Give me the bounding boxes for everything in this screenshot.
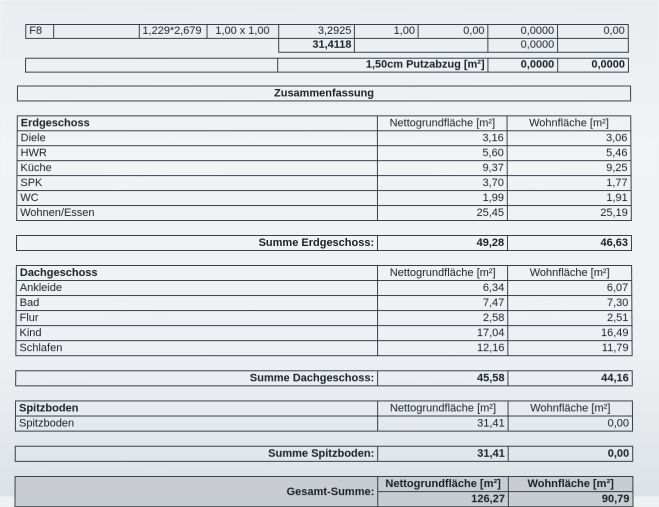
grand-total-ngf: 126,27 [378, 492, 509, 507]
summary-table [14, 86, 633, 507]
summary-title-row [17, 86, 630, 101]
section-header: Erdgeschoss Nettogrundfläche [m²] Wohnfläche [m²] [17, 116, 631, 131]
table-row: 31,4118 0,0000 [26, 38, 629, 52]
section-sum-row: Summe Dachgeschoss: 45,58 44,16 [16, 371, 633, 386]
calculation-table [25, 24, 629, 53]
table-row: Spitzboden 31,41 0,00 [15, 416, 632, 431]
table-row: Schlafen 12,16 11,79 [16, 341, 632, 356]
summary-title: Zusammenfassung [17, 86, 630, 101]
section-sum-row: Summe Erdgeschoss: 49,28 46,63 [16, 236, 631, 251]
table-row: Diele 3,16 3,06 [17, 131, 631, 146]
table-row: HWR 5,60 5,46 [17, 146, 631, 161]
table-row: Ankleide 6,34 6,07 [16, 281, 632, 296]
plaster-deduction-table [25, 58, 629, 73]
table-row: Kind 17,04 16,49 [16, 326, 632, 341]
table-row: SPK 3,70 1,77 [17, 176, 631, 191]
area-total: 31,4118 [278, 38, 355, 52]
table-row: 1,50cm Putzabzug [m²] 0,0000 0,0000 [26, 58, 629, 72]
section-sum-row: Summe Spitzboden: 31,41 0,00 [15, 446, 633, 461]
table-row: WC 1,99 1,91 [17, 191, 631, 206]
document-page [0, 1, 659, 506]
section-header: Dachgeschoss Nettogrundfläche [m²] Wohnfläche [m²] [16, 266, 631, 281]
grand-total-header: Gesamt-Summe: Nettogrundfläche [m²] Wohnfläche [m²] [15, 476, 633, 491]
section-title: Erdgeschoss [17, 116, 377, 131]
table-row: Bad 7,47 7,30 [16, 296, 632, 311]
section-title: Dachgeschoss [16, 266, 377, 281]
table-row: Flur 2,58 2,51 [16, 311, 632, 326]
grand-total-label: Gesamt-Summe: [15, 476, 378, 506]
table-row: Wohnen/Essen 25,45 25,19 [17, 206, 632, 221]
section-title: Spitzboden [15, 401, 377, 416]
section-header: Spitzboden Nettogrundfläche [m²] Wohnfläche [m²] [15, 401, 632, 416]
table-row: F8 1,229*2,679 1,00 x 1,00 3,2925 1,00 0,00 0,0000 0,00 [26, 25, 629, 39]
table-row: Küche 9,37 9,25 [17, 161, 631, 176]
putz-label: 1,50cm Putzabzug [m²] [278, 58, 488, 72]
grand-total-wf: 90,79 [508, 492, 633, 507]
room-code: F8 [26, 25, 54, 39]
